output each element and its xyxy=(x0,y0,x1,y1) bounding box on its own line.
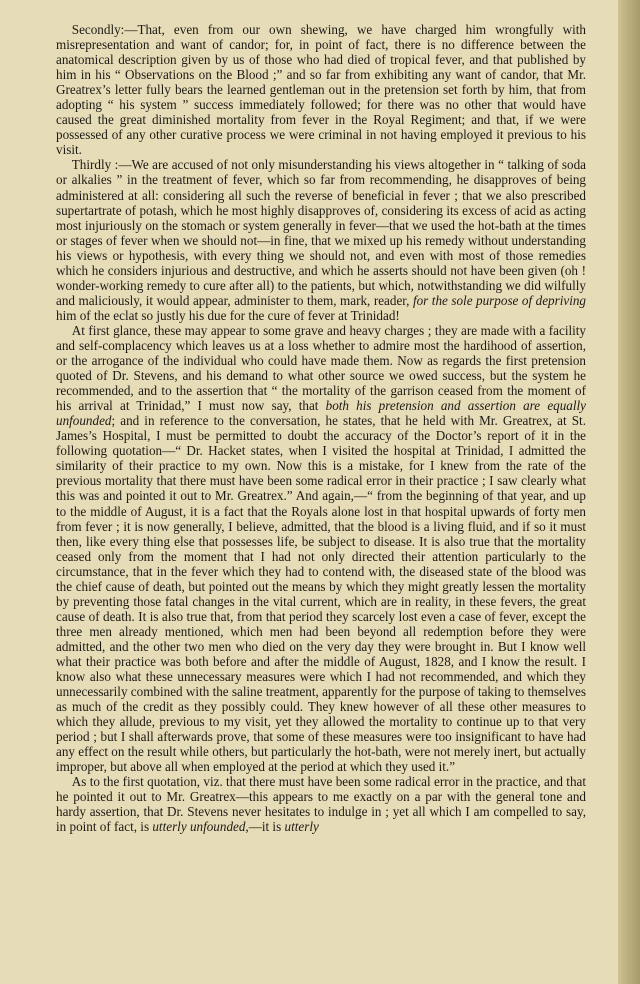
text-run: him of the eclat so justly his due for the cure of fever at Trinidad! xyxy=(56,307,400,323)
text-run: Secondly:—That, even from our own shewing, we have charged him wrongfully with misrepresentation and want of candor; for, in point of fact, there is no difference between the anatomical description given by us of those who had died of tropical fever, and that published by him in his “ Observations on the Blood ;” and so far from exhibiting any want of candor, that Mr. Greatrex’s letter fully bears the learned gentleman out in the pretension set forth by him, that from adopting “ his system ” success immediately followed; for there was no other that would have caused the great diminished mortality from fever in the Royal Regiment; and that, if we were possessed of any other curative process we were criminal in not having employed it previous to his visit. xyxy=(56,22,586,158)
italic-run: for the sole purpose of depriving xyxy=(412,292,586,308)
paragraph-thirdly xyxy=(56,157,586,323)
page-text xyxy=(56,22,586,835)
text-run: ,—it is xyxy=(245,819,285,835)
text-run: Thirdly :—We are accused of not only misunderstanding his views altogether in “ talking of soda or alkalies ” in the treatment of fever, which so far from recommending, he disapproves of being administered at all: considering all such the reverse of beneficial in fever ; that we also prescribed supertartrate of potash, which he most highly disapproves of, considering its excess of acid as acting most injuriously on the stomach or system generally in fever—that we used the hot-bath at the times or stages of fever when we should not—in fine, that we mixed up his remedy without understanding his views or hypothesis, with every thing we should not, and even with most of those remedies which he considers injurious and destructive, and which he asserts should not have been given (oh ! wonder-working remedy to cure after all) to the patients, but which, notwithstanding we did wilfully and maliciously, it would appear, administer to them, mark, reader, xyxy=(56,157,586,308)
paragraph-first-glance xyxy=(56,323,586,774)
paragraph-first-quotation xyxy=(56,774,586,834)
italic-run: utterly xyxy=(284,819,319,835)
paragraph-secondly xyxy=(56,22,586,157)
italic-run: utterly unfounded xyxy=(152,819,246,835)
italic-run: both his pretension and assertion are equally unfounded xyxy=(56,398,586,429)
text-run: ; and in reference to the conversation, he states, that he held with Mr. Greatrex, at St. James’s Hospital, I must be permitted to doubt the accuracy of the Doctor’s report of it in the following quotation—“ Dr. Hacket states, when I visited the hospital at Trinidad, I admitted the similarity of their practice to my own. Now this is a mistake, for I knew from the rate of the previous mortality that there must have been some radical error in their practice ; I saw clearly what this was and pointed it out to Mr. Greatrex.” And again,—“ from the beginning of that year, and up to the middle of August, it is a fact that the Royals alone lost in that hospital upwards of forty men from fever ; it is now generally, I believe, admitted, that the blood is a living fluid, and if so it must then, like every thing else that possesses life, be subject to disease. It is also true that the mortality ceased only from the moment that I had not only directed their attention particularly to the circumstance, that in the fever which they had to contend with, the diseased state of the blood was the chief cause of death, but pointed out the means by which they might greatly lessen the mortality by preventing those fatal changes in the vital current, which are in reality, in these fevers, the great cause of death. It is also true that, from that period they scarcely lost even a case of fever, except the three men already mentioned, which men had been beyond all redemption before they were admitted, and the other two men who died on the very day they were brought in. But I know well what their practice was both before and after the middle of August, 1828, and I know the result. I know also what these unnecessary measures were which I had not recommended, and which they unnecessarily combined with the saline treatment, apparently for the purpose of taking to themselves as much of the credit as they possibly could. They knew however of all these other measures to which they allude, previous to my visit, yet they allowed the mortality to continue up to that very period ; but I shall afterwards prove, that some of these measures were too insignificant to have had any effect on the result while others, but particularly the hot-bath, were not merely inert, but actually improper, but above all when employed at the period at which they used it.” xyxy=(56,413,586,775)
page-spine-edge xyxy=(618,0,640,984)
text-run: At first glance, these may appear to some grave and heavy charges ; they are made with a facility and self-complacency which leaves us at a loss whether to admire most the hardihood of assertion, or the arrogance of the individual who could have made them. Now as regards the first pretension quoted of Dr. Stevens, and his demand to what other source we owed success, but the system he recommended, and to the assertion that “ the mortality of the garrison ceased from the moment of his arrival at Trinidad,” I must now say, that xyxy=(56,322,586,414)
text-run: As to the first quotation, viz. that there must have been some radical error in the practice, and that he pointed it out to Mr. Greatrex—this appears to me exactly on a par with the general tone and hardy assertion, that Dr. Stevens never hesitates to indulge in ; yet all which I am compelled to say, in point of fact, is xyxy=(56,774,586,835)
